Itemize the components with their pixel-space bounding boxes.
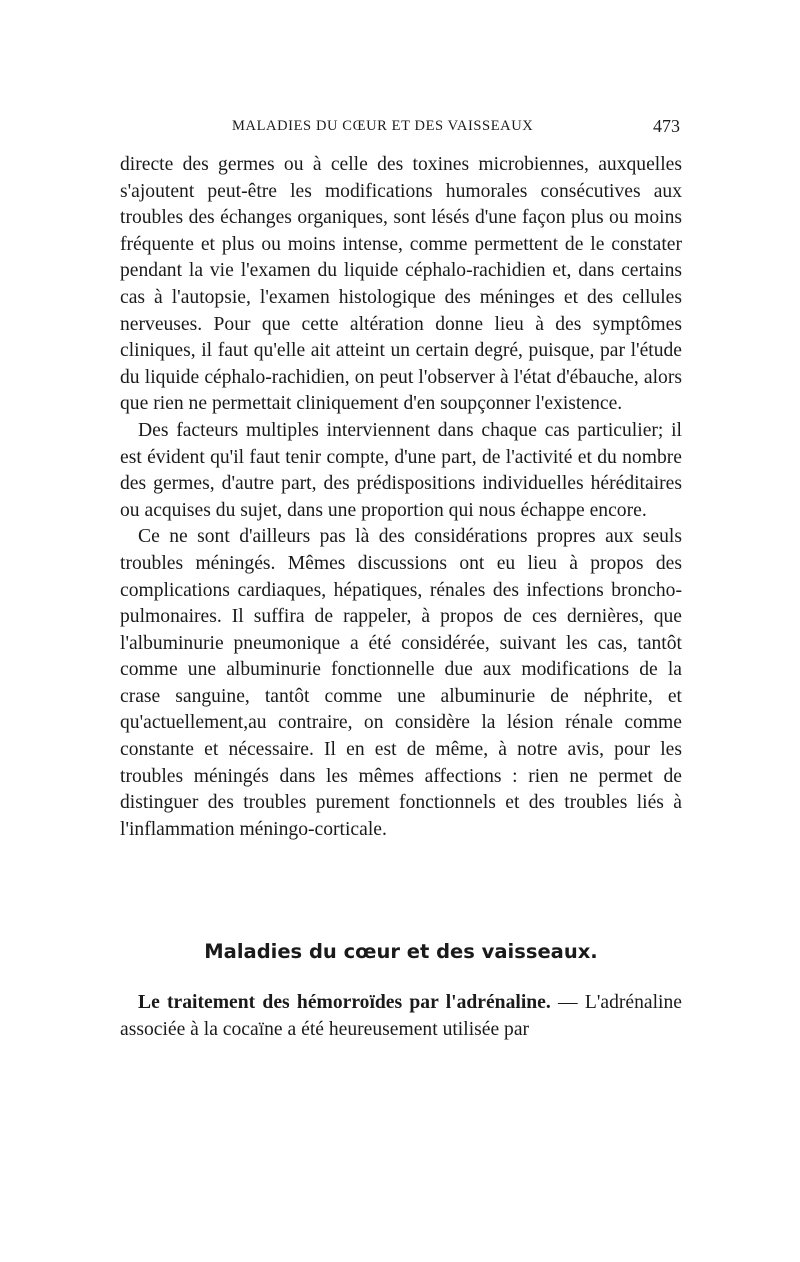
- page-number: 473: [653, 116, 680, 136]
- paragraph-facteurs: Des facteurs multiples interviennent dans chaque cas particulier; il est évident qu'il faut tenir compte, d'une part, de l'activité et du nombre des germes, d'autre part, des prédispositions individuelles héréditaires ou acquises du sujet, dans une proportion qui nous échappe encore.: [120, 419, 682, 521]
- running-title: MALADIES DU CŒUR ET DES VAISSEAUX: [232, 118, 534, 134]
- paragraph-considerations: Ce ne sont d'ailleurs pas là des considérations propres aux seuls troubles méningés. Mêmes discussions ont eu lieu à propos des complications cardiaques, hépatiques, rénales des infections broncho-pulmonaires. Il suffira de rappeler, à propos de ces dernières, que l'albuminurie pneumonique a été considérée, suivant les cas, tantôt comme une albuminurie fonctionnelle due aux modifications de la crase sanguine, tantôt comme une albuminurie de néphrite, et qu'actuellement,au contraire, on considère la lésion rénale comme constante et nécessaire. Il en est de même, à notre avis, pour les troubles méningés dans les mêmes affections : rien ne permet de distinguer des troubles purement fonctionnels et des troubles liés à l'inflammation méningo-corticale.: [120, 526, 682, 840]
- running-head: [120, 116, 682, 140]
- section-heading: Maladies du cœur et des vaisseaux.: [204, 940, 598, 963]
- paragraph-continuation: directe des germes ou à celle des toxines microbiennes, auxquelles s'ajoutent peut-être les modifications humorales consécutives aux troubles des échanges organiques, sont lésés d'une façon plus ou moins fréquente et plus ou moins intense, comme permettent de le constater pendant la vie l'examen du liquide céphalo-rachidien et, dans certains cas à l'autopsie, l'examen histologique des méninges et des cellules nerveuses. Pour que cette altération donne lieu à des symptômes cliniques, il faut qu'elle ait atteint un certain degré, puisque, par l'étude du liquide céphalo-rachidien, on peut l'observer à l'état d'ébauche, alors que rien ne permettait cliniquement d'en soupçonner l'existence.: [120, 154, 682, 415]
- article-text: — L'adrénaline associée à la cocaïne a été heureusement utilisée par: [120, 992, 682, 1040]
- next-article: [120, 990, 682, 1043]
- article-title: Le traitement des hémorroïdes par l'adrénaline.: [138, 992, 551, 1013]
- body-text: [120, 152, 682, 843]
